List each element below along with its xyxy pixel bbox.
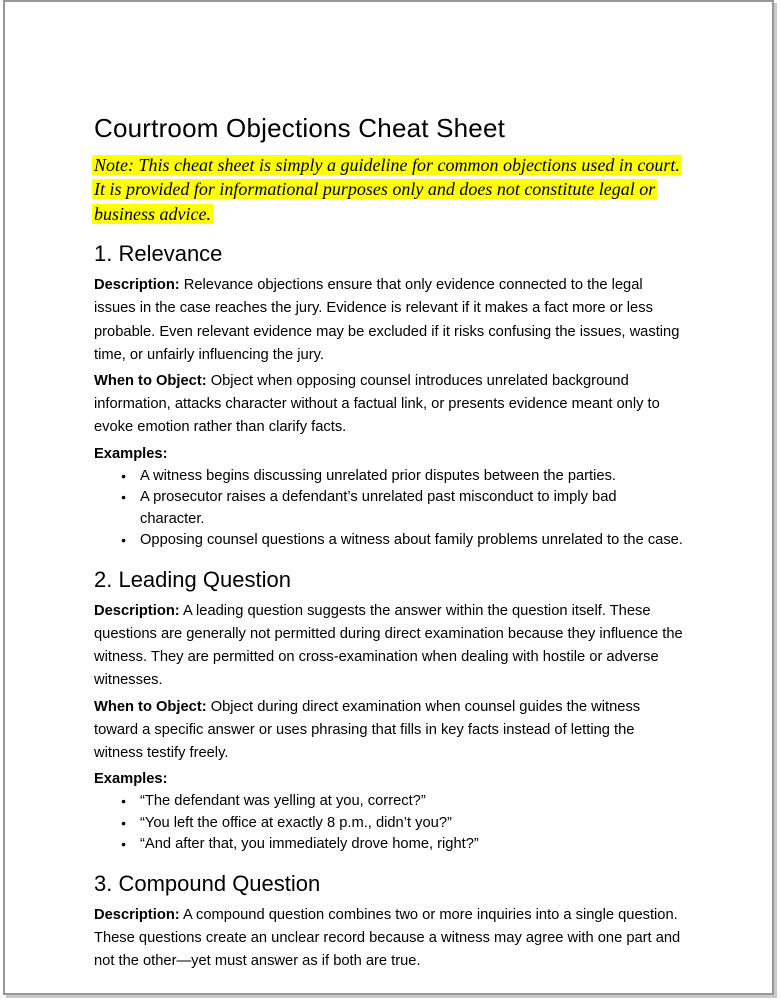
section-relevance — [94, 240, 683, 552]
description-paragraph — [94, 904, 683, 974]
when-to-object-paragraph — [94, 696, 683, 766]
examples-label — [94, 443, 683, 466]
description-label: Description: — [94, 906, 180, 923]
example-item: ● Opposing counsel questions a witness about family problems unrelated to the case. — [94, 530, 683, 552]
document-title: Courtroom Objections Cheat Sheet — [94, 113, 506, 143]
disclaimer-note — [94, 153, 683, 226]
example-item: ● “The defendant was yelling at you, correct?” — [94, 791, 683, 813]
examples-label-text: Examples: — [94, 445, 168, 462]
when-to-object-label: When to Object: — [94, 698, 207, 715]
when-to-object-text: Object during direct examination when counsel guides the witness toward a specific answer or uses phrasing that fills in key facts instead of letting the witness testify freely. — [94, 698, 641, 762]
description-text: Relevance objections ensure that only evidence connected to the legal issues in the case reaches the jury. Evidence is relevant if it makes a fact more or less probable. Even relevant evidence may be excluded if it risks confusing the issues, wasting time, or unfairly influencing the jury. — [94, 277, 680, 363]
description-label: Description: — [94, 602, 180, 619]
description-text: A compound question combines two or more inquiries into a single question. These questions create an unclear record because a witness may agree with one part and not the other—yet must answer as if both are true. — [94, 906, 681, 970]
examples-list — [94, 791, 683, 856]
highlighted-note-text: Note: This cheat sheet is simply a guideline for common objections used in court. It is provided for informational purposes only and does not constitute legal or business advice. — [94, 155, 680, 224]
section-heading: 1. Relevance — [94, 241, 223, 267]
example-item: ● “You left the office at exactly 8 p.m., didn’t you?” — [94, 813, 683, 835]
when-to-object-paragraph — [94, 370, 683, 440]
when-to-object-text: Object when opposing counsel introduces unrelated background information, attacks character without a factual link, or presents evidence meant only to evoke emotion rather than clarify facts. — [94, 373, 660, 436]
when-to-object-label: When to Object: — [94, 373, 207, 390]
section-heading: 2. Leading Question — [94, 566, 291, 592]
document-page — [3, 0, 774, 995]
description-text: A leading question suggests the answer within the question itself. These questions are generally not permitted during direct examination because they influence the witness. They are permitted on cross-examination when dealing with hostile or adverse witnesses. — [94, 602, 683, 689]
examples-list — [94, 466, 683, 552]
section-leading-question — [94, 566, 683, 856]
example-item: ● “And after that, you immediately drove home, right?” — [94, 834, 683, 856]
description-paragraph — [94, 274, 683, 367]
example-item: ● A prosecutor raises a defendant’s unrelated past misconduct to imply bad character. — [94, 487, 683, 530]
description-label: Description: — [94, 277, 180, 294]
section-heading: 3. Compound Question — [94, 870, 321, 896]
example-item: ● A witness begins discussing unrelated prior disputes between the parties. — [94, 466, 683, 488]
section-compound-question — [94, 870, 683, 974]
examples-label-text: Examples: — [94, 771, 168, 788]
description-paragraph — [94, 600, 683, 693]
examples-label — [94, 768, 683, 791]
